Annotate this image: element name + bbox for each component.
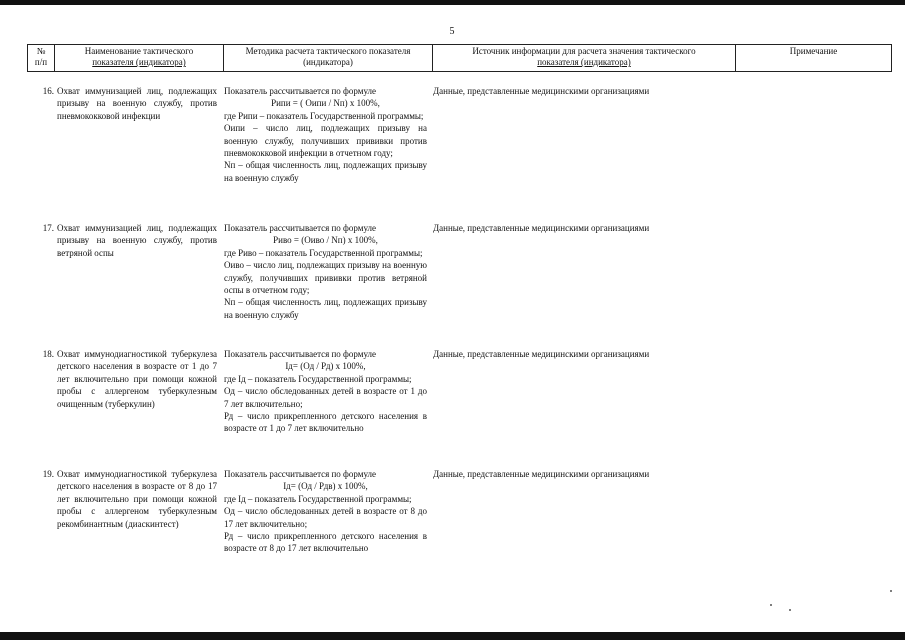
row-number: 18. [42,349,54,359]
formula: Iд= (Од / Рд) x 100%, [285,361,366,372]
method-description: Показатель рассчитывается по формуле Iд= (Од / Рд) x 100%, где Iд – показатель Государственной программы; Од – число обследованных детей в возрасте от 1 до 7 лет включительно; Рд – число прикрепленного детского населения в возрасте от 1 до 7 лет включительно [224,349,427,434]
scan-speck [789,609,791,611]
formula: Рипи = ( Оипи / Nп) x 100%, [271,98,380,109]
header-col-source: Источник информации для расчета значения тактического показателя (индикатора) [433,45,736,72]
row-number: 16. [42,86,54,96]
formula: Риво = (Оиво / Nп) x 100%, [273,235,378,246]
method-description: Показатель рассчитывается по формуле Риво = (Оиво / Nп) x 100%, где Риво – показатель Государственной программы; Оиво – число лиц, подлежащих призыву на военную службу, получивших прививки против ветряной оспы в отчетном году; Nп – общая численность лиц, подлежащих призыву на военную службу [224,223,427,320]
data-source: Данные, представленные медицинскими организациями [433,86,650,96]
header-col-note: Примечание [736,45,892,72]
indicator-name: Охват иммунодиагностикой туберкулеза детского населения в возрасте от 1 до 7 лет включительно при помощи кожной пробы с аллергеном туберкулезным очищенным (туберкулин) [57,349,217,409]
scan-bottom-border [0,632,905,640]
method-description: Показатель рассчитывается по формуле Рипи = ( Оипи / Nп) x 100%, где Рипи – показатель Государственной программы; Оипи – число лиц, подлежащих призыву на военную службу, получивших прививки против пневмококковой инфекции в отчетном году; Nп – общая численность лиц, подлежащих призыву на военную службу [224,86,427,183]
scan-top-border [0,0,905,5]
data-source: Данные, представленные медицинскими организациями [433,223,650,233]
indicator-name: Охват иммунодиагностикой туберкулеза детского населения в возрасте от 8 до 17 лет включительно при помощи кожной пробы с аллергеном туберкулезным рекомбинантным (диаскинтест) [57,469,217,529]
scan-speck [770,604,772,606]
data-source: Данные, представленные медицинскими организациями [433,469,650,479]
formula: Iд= (Од / Рдв) x 100%, [283,481,368,492]
indicator-table-header [27,44,892,72]
header-col-number: № п/п [28,45,55,72]
row-number: 19. [42,469,54,479]
data-source: Данные, представленные медицинскими организациями [433,349,650,359]
method-description: Показатель рассчитывается по формуле Iд= (Од / Рдв) x 100%, где Iд – показатель Государственной программы; Од – число обследованных детей в возрасте от 8 до 17 лет включительно; Рд – число прикрепленного детского населения в возрасте от 8 до 17 лет включительно [224,469,427,554]
scan-speck [890,590,892,592]
indicator-name: Охват иммунизацией лиц, подлежащих призыву на военную службу, против ветряной оспы [57,223,217,258]
header-col-method: Методика расчета тактического показателя (индикатора) [224,45,433,72]
indicator-name: Охват иммунизацией лиц, подлежащих призыву на военную службу, против пневмококковой инфекции [57,86,217,121]
header-col-name: Наименование тактического показателя (индикатора) [55,45,224,72]
row-number: 17. [42,223,54,233]
page-number: 5 [449,26,455,37]
